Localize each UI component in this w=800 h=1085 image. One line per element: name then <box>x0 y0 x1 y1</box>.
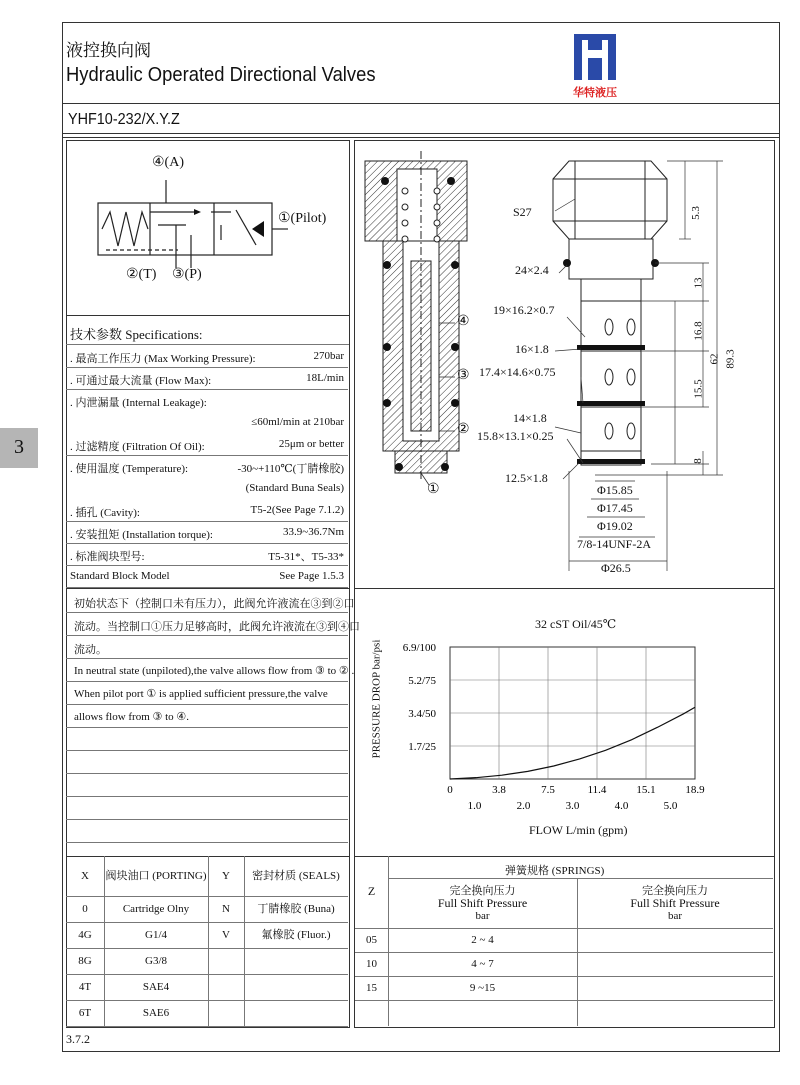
table-cell <box>577 976 773 1000</box>
description-text: In neutral state (unpiloted),the valve allows flow from ③ to ② . <box>74 665 355 677</box>
description-line <box>66 728 348 751</box>
spec-row <box>66 522 348 544</box>
description-line <box>66 636 348 659</box>
dim-thread: 7/8-14UNF-2A <box>577 537 651 551</box>
chart-y-tick-label: 6.9/100 <box>402 642 436 654</box>
header-x: X <box>81 870 89 882</box>
hydraulic-symbol <box>66 140 348 315</box>
title-en: Hydraulic Operated Directional Valves <box>66 64 376 86</box>
description-line <box>66 659 355 682</box>
springs-col2-en: Full Shift Pressure <box>630 896 720 910</box>
dim-seal-4: 17.4×14.6×0.75 <box>479 365 556 379</box>
dim-seal-3: 16×1.8 <box>515 342 549 356</box>
description-line <box>66 705 348 728</box>
spec-label: . 标准阀块型号: <box>70 551 145 563</box>
table-cell <box>208 1000 244 1026</box>
spec-label: . 插孔 (Cavity): <box>70 507 140 519</box>
chart-x-tick-label: 18.9 <box>685 784 705 796</box>
port-3-label: ③(P) <box>172 267 202 282</box>
spec-row <box>66 390 348 411</box>
description-line <box>66 590 355 613</box>
chart-y-tick-label: 5.2/75 <box>408 675 436 687</box>
spec-value: T5-2(See Page 7.1.2) <box>250 504 344 516</box>
chart-x-tick-label: 7.5 <box>541 784 555 796</box>
chart-x-tick-label-gpm: 1.0 <box>467 800 482 812</box>
description-line <box>66 774 348 797</box>
section-port-4: ④ <box>457 314 470 329</box>
section-drawing <box>355 141 773 588</box>
spec-row <box>66 478 348 499</box>
chart-x-tick-label-gpm: 4.0 <box>614 800 629 812</box>
spec-label: . 安装扭矩 (Installation torque): <box>70 529 213 541</box>
description-text: When pilot port ① is applied sufficient pressure,the valve <box>74 688 328 700</box>
dim-len-4: 62 <box>708 353 721 365</box>
spec-label: . 最高工作压力 (Max Working Pressure): <box>70 353 256 365</box>
spec-label: . 可通过最大流量 (Flow Max): <box>70 375 212 387</box>
dim-dia-2: Φ17.45 <box>597 501 633 515</box>
spec-value: 18L/min <box>306 372 344 384</box>
dim-seal-2: 19×16.2×0.7 <box>493 303 555 317</box>
model-code: YHF10-232/X.Y.Z <box>68 111 180 128</box>
description-text: 流动。当控制口①压力足够高时，此阀允许液流在③到④口 <box>74 621 360 633</box>
description-text: 初始状态下（控制口未有压力），此阀允许液流在③到②口 <box>74 598 355 610</box>
dim-hex: S27 <box>513 205 532 219</box>
springs-title: 弹簧规格 (SPRINGS) <box>505 865 605 877</box>
table-row <box>66 974 348 1001</box>
dim-len-7: 8 <box>691 458 704 464</box>
chart-x-tick-label-gpm: 2.0 <box>516 800 531 812</box>
port-1-label: ①(Pilot) <box>278 211 327 226</box>
table-cell: V <box>222 929 230 941</box>
chart-y-tick-label: 3.4/50 <box>408 708 436 720</box>
table-cell <box>577 928 773 952</box>
springs-table <box>355 856 773 1026</box>
logo-text: 华特液压 <box>573 87 617 99</box>
table-row <box>355 976 773 1001</box>
table-cell <box>577 952 773 976</box>
table-cell: 9 ~15 <box>469 982 496 994</box>
spec-value: 270bar <box>313 350 344 362</box>
table-cell: G1/4 <box>145 929 167 941</box>
table-cell <box>208 948 244 974</box>
chart-x-tick-label-gpm: 5.0 <box>663 800 678 812</box>
dim-len-6: 15.5 <box>692 379 705 399</box>
chart-title: 32 cST Oil/45℃ <box>535 617 617 631</box>
springs-col2-unit: bar <box>667 910 683 922</box>
chart-y-tick-label: 1.7/25 <box>408 741 436 753</box>
table-row <box>355 928 773 953</box>
section-tab <box>0 428 38 468</box>
page-number: 3.7.2 <box>66 1032 90 1046</box>
description-line <box>66 682 348 705</box>
dim-len-2: 13 <box>692 277 705 289</box>
port-4-label: ④(A) <box>152 155 184 170</box>
chart-x-tick-label: 11.4 <box>587 784 607 796</box>
springs-col2-cn: 完全换向压力 <box>642 885 708 897</box>
dim-len-3: 16.8 <box>692 321 705 341</box>
header-y: Y <box>222 870 230 882</box>
section-port-1: ① <box>427 482 440 497</box>
company-logo <box>566 30 624 100</box>
port-2-label: ②(T) <box>126 267 157 282</box>
chart-x-tick-label: 15.1 <box>636 784 656 796</box>
chart-xlabel: FLOW L/min (gpm) <box>529 823 628 837</box>
chart-x-tick-label: 0 <box>447 784 453 796</box>
spec-row <box>66 544 348 566</box>
table-cell: 6T <box>78 1007 92 1019</box>
table-cell: 8G <box>78 955 92 967</box>
dim-seal-5: 14×1.8 <box>513 411 547 425</box>
description-line <box>66 797 348 820</box>
table-cell: G3/8 <box>145 955 167 967</box>
description-text: 流动。 <box>74 644 107 656</box>
table-cell: 10 <box>366 958 377 970</box>
chart-ylabel: PRESSURE DROP bar/psi <box>370 639 383 759</box>
dim-dia-4: Φ26.5 <box>601 561 631 575</box>
table-cell <box>208 974 244 1000</box>
springs-col-en: Full Shift Pressure <box>437 896 528 910</box>
porting-table <box>66 856 348 1026</box>
description-line <box>66 820 348 843</box>
chart-series-line <box>450 707 695 779</box>
table-cell: 氟橡胶 (Fluor.) <box>261 929 331 941</box>
springs-col-cn: 完全换向压力 <box>449 885 516 897</box>
spec-row <box>66 346 348 368</box>
spec-label: . 使用温度 (Temperature): <box>70 463 189 475</box>
table-row <box>66 1000 348 1027</box>
spec-row <box>66 500 348 522</box>
pressure-drop-chart <box>355 589 773 855</box>
table-cell <box>244 1000 348 1026</box>
table-cell: SAE6 <box>142 1007 170 1019</box>
dim-len-1: 5.3 <box>689 206 702 220</box>
table-cell: N <box>222 903 230 915</box>
spec-row <box>66 456 348 477</box>
spec-label: Standard Block Model <box>70 570 170 582</box>
spec-value: T5-31*、T5-33* <box>268 551 344 563</box>
description-line <box>66 613 360 636</box>
table-cell: 0 <box>82 903 88 915</box>
springs-col-unit: bar <box>475 910 490 922</box>
table-cell: 05 <box>366 934 377 946</box>
table-cell: 2 ~ 4 <box>471 934 494 946</box>
title-cn: 液控换向阀 <box>66 41 151 60</box>
dim-seal-7: 12.5×1.8 <box>505 471 548 485</box>
table-cell <box>244 948 348 974</box>
table-cell: 4 ~ 7 <box>471 958 494 970</box>
spec-value: 25μm or better <box>278 438 344 450</box>
spec-row <box>66 412 348 433</box>
spec-value: 33.9~36.7Nm <box>283 526 344 538</box>
spec-value: See Page 1.5.3 <box>279 570 344 582</box>
spec-row <box>66 566 348 588</box>
chart-x-tick-label: 3.8 <box>492 784 506 796</box>
dim-len-5: 89.3 <box>724 349 737 369</box>
table-row <box>66 948 348 975</box>
chart-x-tick-label-gpm: 3.0 <box>565 800 580 812</box>
dim-seal-1: 24×2.4 <box>515 263 549 277</box>
springs-z-header: Z <box>367 884 376 898</box>
spec-label: . 内泄漏量 (Internal Leakage): <box>70 397 207 409</box>
table-cell <box>244 974 348 1000</box>
table-cell: 丁腈橡胶 (Buna) <box>257 903 335 915</box>
spec-value: (Standard Buna Seals) <box>245 482 344 494</box>
section-port-2: ② <box>457 422 470 437</box>
table-row <box>66 896 348 923</box>
description-text: allows flow from ③ to ④. <box>74 711 190 723</box>
table-cell: Cartridge Olny <box>122 903 190 915</box>
spec-row <box>66 368 348 390</box>
table-cell: SAE4 <box>142 981 170 993</box>
table-row <box>66 922 348 949</box>
table-cell: 4T <box>78 981 92 993</box>
porting-table-header <box>66 856 348 897</box>
section-port-3: ③ <box>457 368 470 383</box>
spec-row <box>66 434 348 456</box>
spec-value: -30~+110℃(丁腈橡胶) <box>237 463 344 475</box>
spec-value: ≤60ml/min at 210bar <box>251 416 344 428</box>
section-tab-number: 3 <box>14 436 24 458</box>
table-row <box>355 952 773 977</box>
specs-heading: 技术参数 Specifications: <box>70 327 203 342</box>
spec-label: . 过滤精度 (Filtration Of Oil): <box>70 441 205 453</box>
header-seals: 密封材质 (SEALS) <box>252 870 340 882</box>
dim-seal-6: 15.8×13.1×0.25 <box>477 429 554 443</box>
description-line <box>66 751 348 774</box>
header-porting: 阀块油口 (PORTING) <box>105 870 207 882</box>
dim-dia-1: Φ15.85 <box>597 483 633 497</box>
table-cell: 15 <box>366 982 377 994</box>
table-cell: 4G <box>78 929 92 941</box>
dim-dia-3: Φ19.02 <box>597 519 633 533</box>
